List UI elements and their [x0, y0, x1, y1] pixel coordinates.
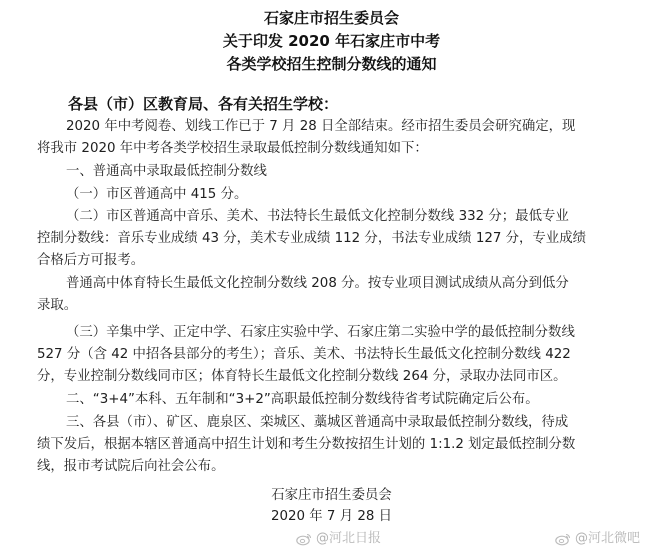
- watermark-left: [296, 530, 381, 548]
- section-heading: 一、普通高中录取最低控制分数线: [66, 164, 267, 179]
- title-line-1: 石家庄市招生委员会: [263, 9, 399, 27]
- weibo-icon: [296, 532, 312, 546]
- body-line: （三）辛集中学、正定中学、石家庄实验中学、石家庄第二实验中学的最低控制分数线: [66, 325, 575, 340]
- watermark-right: [555, 530, 640, 548]
- body-line: 将我市 2020 年中考各类学校招生录取最低控制分数线通知如下：: [37, 141, 428, 156]
- body-line: 录取。: [37, 298, 78, 313]
- signature-org: 石家庄市招生委员会: [271, 488, 392, 503]
- body-line: 2020 年中考阅卷、划线工作已于 7 月 28 日全部结束。经市招生委员会研究确定，现: [66, 119, 576, 134]
- title-line-2: 关于印发 2020 年石家庄市中考: [222, 32, 441, 50]
- body-line: 线，报市考试院后向社会公布。: [37, 459, 225, 474]
- watermark-right-text: @河北微吧: [575, 531, 641, 546]
- body-line: 控制分数线：音乐专业成绩 43 分，美术专业成绩 112 分，书法专业成绩 127 分，专业成绩: [37, 231, 586, 246]
- title-line-3: 各类学校招生控制分数线的通知: [226, 55, 437, 73]
- body-line: 普通高中体育特长生最低文化控制分数线 208 分。按专业项目测试成绩从高分到低分: [66, 276, 569, 291]
- signature-date: 2020 年 7 月 28 日: [270, 509, 393, 524]
- section-heading: 二、“3+4”本科、五年制和“3+2”高职最低控制分数线待省考试院确定后公布。: [66, 392, 539, 407]
- body-line: 分，专业控制分数线同市区；体育特长生最低文化控制分数线 264 分，录取办法同市区。: [37, 369, 567, 384]
- addressee: 各县（市）区教育局、各有关招生学校：: [68, 95, 339, 113]
- watermark-left-text: @河北日报: [316, 531, 382, 546]
- body-line: （一）市区普通高中 415 分。: [66, 187, 248, 202]
- body-line: （二）市区普通高中音乐、美术、书法特长生最低文化控制分数线 332 分；最低专业: [66, 209, 569, 224]
- body-line: 合格后方可报考。: [37, 253, 145, 268]
- weibo-icon: [555, 532, 571, 546]
- body-line: 绩下发后，根据本辖区普通高中招生计划和考生分数按招生计划的 1:1.2 划定最低控制分数: [37, 437, 576, 452]
- section-heading: 三、各县（市）、矿区、鹿泉区、栾城区、藁城区普通高中录取最低控制分数线，待成: [66, 415, 569, 430]
- body-line: 527 分（含 42 中招各县部分的考生）；音乐、美术、书法特长生最低文化控制分数线 422: [37, 347, 571, 362]
